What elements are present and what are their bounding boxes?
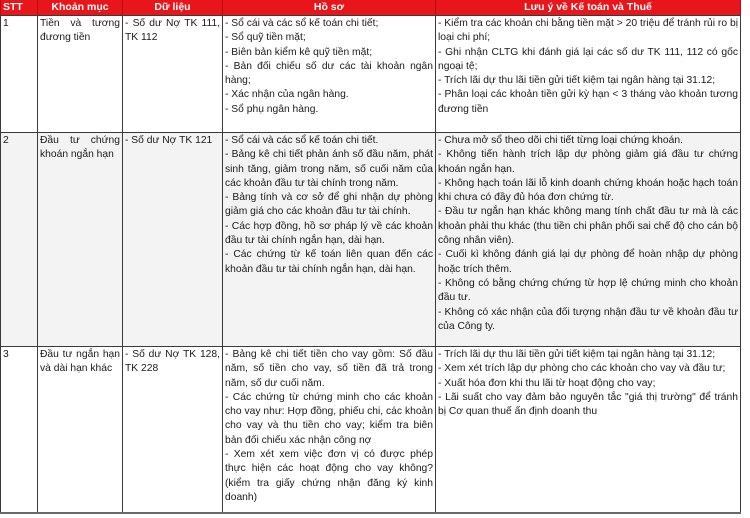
ho-so-item: - Biên bản kiểm kê quỹ tiền mặt; bbox=[225, 46, 373, 58]
header-ho-so: Hồ sơ bbox=[223, 0, 436, 16]
luu-y-item: - Ghi nhận CLTG khi đánh giá lại các số dư TK 111, 112 có gốc ngoại tệ; bbox=[438, 46, 738, 72]
ho-so-item: - Xem xét xem việc đơn vị có được phép thực hiện các hoạt động cho vay không? (kiểm tra giấy chứng nhận đăng ký kinh doanh) bbox=[225, 449, 433, 503]
header-khoan-muc: Khoản mục bbox=[38, 0, 123, 16]
header-du-lieu: Dữ liệu bbox=[123, 0, 223, 16]
cell-khoan-muc: Tiền và tương đương tiền bbox=[38, 16, 123, 133]
header-luu-y: Lưu ý về Kế toán và Thuế bbox=[436, 0, 741, 16]
luu-y-item: - Đầu tư ngắn hạn khác không mang tính chất đầu tư mà là các khoản phải thu khác (thu tiền chi phân phối sai chế độ cho cán bộ công nhân viên). bbox=[438, 206, 738, 247]
ho-so-item: - Xác nhận của ngân hàng. bbox=[225, 89, 349, 101]
ho-so-item: - Bảng tính và cơ sở để ghi nhận dự phòng giảm giá cho các khoản đầu tư tài chính. bbox=[225, 192, 433, 218]
ho-so-item: - Các chứng từ chứng minh cho các khoản cho vay như: Hợp đồng, phiếu chi, các khoản cho vay và thu tiền cho vay; kiểm tra biên bản đối chiếu xác nhận công nợ bbox=[225, 391, 433, 446]
cell-du-lieu: - Số dư Nợ TK 111, TK 112 bbox=[123, 16, 223, 133]
ho-so-item: - Bảng kê chi tiết phản ánh số đầu năm, phát sinh tăng, giảm trong năm, số cuối năm của các khoản đầu tư tài chính trong năm. bbox=[225, 149, 433, 189]
table-row bbox=[1, 347, 741, 514]
cell-stt: 3 bbox=[1, 347, 38, 514]
ho-so-item: - Sổ cái và các sổ kế toán chi tiết; bbox=[225, 18, 379, 29]
luu-y-item: - Lãi suất cho vay đảm bảo nguyên tắc "giá thị trường" để tránh bị Cơ quan thuế ấn định doanh thu bbox=[438, 391, 738, 418]
ho-so-item: - Bản đối chiếu số dư các tài khoản ngân hàng; bbox=[225, 60, 433, 87]
luu-y-item: - Phân loại các khoản tiền gửi kỳ hạn < 3 tháng vào khoản tương đương tiền bbox=[438, 89, 738, 115]
luu-y-item: - Xuất hóa đơn khi thu lãi từ hoạt động cho vay; bbox=[438, 377, 656, 389]
cell-khoan-muc: Đầu tư chứng khoán ngắn hạn bbox=[38, 133, 123, 347]
cell-luu-y bbox=[436, 133, 741, 347]
cell-ho-so bbox=[223, 133, 436, 347]
luu-y-item: - Trích lãi dự thu lãi tiền gửi tiết kiệm tại ngân hàng tại 31.12; bbox=[438, 75, 716, 87]
ho-so-item: - Các hợp đồng, hồ sơ pháp lý về các khoản đầu tư tài chính ngắn hạn, dài hạn. bbox=[225, 220, 433, 247]
luu-y-item: - Xem xét trích lập dự phòng cho các khoản cho vay và đầu tư; bbox=[438, 363, 726, 375]
cell-stt: 1 bbox=[1, 16, 38, 133]
cell-ho-so bbox=[223, 16, 436, 133]
ho-so-item: - Các chứng từ kế toán liên quan đến các khoản đầu tư tài chính ngắn hạn, dài hạn. bbox=[225, 249, 433, 275]
luu-y-item: - Cuối kì không đánh giá lại dự phòng để hoàn nhập dự phòng hoặc trích thêm. bbox=[438, 249, 738, 275]
luu-y-item: - Trích lãi dự thu lãi tiền gửi tiết kiệm tại ngân hàng tại 31.12; bbox=[438, 349, 716, 360]
ho-so-item: - Sổ quỹ tiền mặt; bbox=[225, 32, 306, 44]
table-row bbox=[1, 133, 741, 347]
cell-khoan-muc: Đầu tư ngắn hạn và dài hạn khác bbox=[38, 347, 123, 514]
cell-stt: 2 bbox=[1, 133, 38, 347]
luu-y-item: - Không hạch toán lãi lỗ kinh doanh chứng khoán hoặc hạch toán khi chưa có đầy đủ hóa đơn chứng từ. bbox=[438, 177, 738, 204]
luu-y-item: - Chưa mở sổ theo dõi chi tiết từng loại chứng khoán. bbox=[438, 135, 683, 146]
luu-y-item: - Không có bằng chứng chứng từ hợp lệ chứng minh cho khoản đầu tư. bbox=[438, 277, 738, 304]
luu-y-item: - Không tiến hành trích lập dự phòng giảm giá đầu tư chứng khoán ngắn hạn. bbox=[438, 149, 738, 175]
cell-ho-so bbox=[223, 347, 436, 514]
cell-du-lieu: - Số dư Nợ TK 128, TK 228 bbox=[123, 347, 223, 514]
table-row bbox=[1, 16, 741, 133]
header-stt: STT bbox=[1, 0, 38, 16]
luu-y-item: - Không có xác nhận của đối tượng nhận đầu tư về khoản đầu tư của Công ty. bbox=[438, 306, 738, 332]
table-header-row bbox=[1, 0, 741, 16]
ho-so-item: - Bảng kê chi tiết tiền cho vay gồm: Số đầu năm, số tiền cho vay, số tiền đã trả trong năm, số dư cuối năm. bbox=[225, 349, 433, 389]
ho-so-item: - Sổ cái và các sổ kế toán chi tiết. bbox=[225, 135, 379, 146]
ho-so-item: - Sổ phụ ngân hàng. bbox=[225, 103, 319, 115]
luu-y-item: - Kiểm tra các khoản chi bằng tiền mặt > 20 triệu để tránh rủi ro bị loại chi phí; bbox=[438, 18, 738, 44]
cell-luu-y bbox=[436, 347, 741, 514]
cell-du-lieu: - Số dư Nợ TK 121 bbox=[123, 133, 223, 347]
cell-luu-y bbox=[436, 16, 741, 133]
